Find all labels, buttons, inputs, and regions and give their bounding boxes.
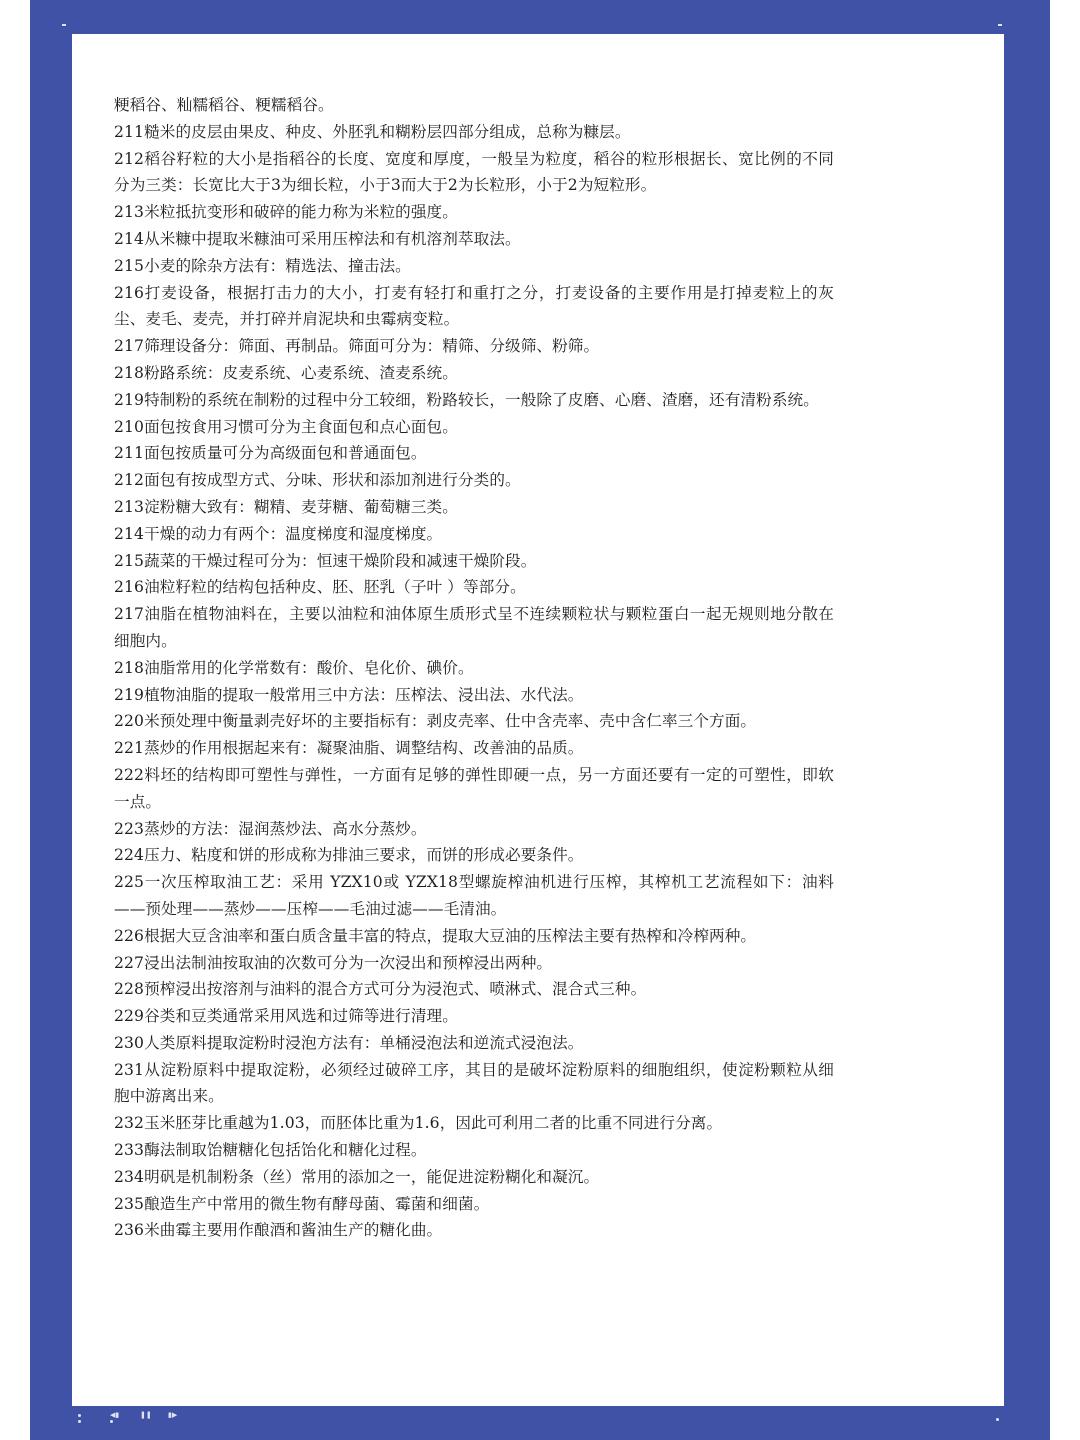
text-line: 219植物油脂的提取一般常用三中方法：压榨法、浸出法、水代法。	[114, 685, 584, 704]
next-page-icon[interactable]: ▮▶	[168, 1411, 178, 1419]
text-line: 213淀粉糖大致有：糊精、麦芽糖、葡萄糖三类。	[114, 497, 458, 516]
text-line: 210面包按食用习惯可分为主食面包和点心面包。	[114, 417, 458, 436]
text-line: 221蒸炒的作用根据起来有：凝聚油脂、调整结构、改善油的品质。	[114, 739, 584, 758]
text-line: 219特制粉的系统在制粉的过程中分工较细，粉路较长，一般除了皮磨、心磨、渣磨，还有清粉系统。	[114, 390, 819, 409]
text-line: 225一次压榨取油工艺：采用 YZX10或 YZX18型螺旋榨油机进行压榨，其榨机工艺流程如下：油料——预处理——蒸炒——压榨——毛油过滤——毛清油。	[114, 873, 834, 918]
text-line: 218油脂常用的化学常数有：酸价、皂化价、碘价。	[114, 658, 474, 677]
text-line: 218粉路系统：皮麦系统、心麦系统、渣麦系统。	[114, 363, 458, 382]
text-line: 215小麦的除杂方法有：精选法、撞击法。	[114, 256, 411, 275]
text-line: 228预榨浸出按溶剂与油料的混合方式可分为浸泡式、喷淋式、混合式三种。	[114, 980, 647, 999]
text-line: 232玉米胚芽比重越为1.03，而胚体比重为1.6，因此可利用二者的比重不同进行分离。	[114, 1114, 723, 1133]
text-line: 212稻谷籽粒的大小是指稻谷的长度、宽度和厚度，一般呈为粒度，稻谷的粒形根据长、宽比例的不同分为三类：长宽比大于3为细长粒，小于3而大于2为长粒形，小于2为短粒形。	[114, 149, 834, 195]
text-line: 214干燥的动力有两个：温度梯度和湿度梯度。	[114, 524, 443, 543]
previous-page-icon[interactable]: ◀▮	[110, 1411, 120, 1419]
indicator-dot-icon	[996, 1418, 999, 1421]
text-line: 217油脂在植物油料在，主要以油粒和油体原生质形式呈不连续颗粒状与颗粒蛋白一起无规则地分散在细胞内。	[114, 605, 834, 650]
frame-corner-mark	[62, 24, 66, 26]
text-line: 213米粒抵抗变形和破碎的能力称为米粒的强度。	[114, 203, 458, 222]
bottom-control-bar	[72, 1406, 1004, 1440]
text-line: 粳稻谷、籼糯稻谷、粳糯稻谷。	[114, 96, 334, 114]
text-line: 216油粒籽粒的结构包括种皮、胚、胚乳（子叶 ）等部分。	[114, 578, 526, 597]
text-line: 212面包有按成型方式、分味、形状和添加剂进行分类的。	[114, 471, 521, 490]
text-line: 226根据大豆含油率和蛋白质含量丰富的特点，提取大豆油的压榨法主要有热榨和冷榨两种。	[114, 926, 757, 945]
text-line: 229谷类和豆类通常采用风选和过筛等进行清理。	[114, 1007, 458, 1026]
text-line: 230人类原料提取淀粉时浸泡方法有：单桶浸泡法和逆流式浸泡法。	[114, 1033, 584, 1052]
text-line: 214从米糠中提取米糠油可采用压榨法和有机溶剂萃取法。	[114, 229, 521, 248]
indicator-dot-icon	[78, 1414, 81, 1417]
text-line: 216打麦设备，根据打击力的大小，打麦有轻打和重打之分，打麦设备的主要作用是打掉麦粒上的灰尘、麦毛、麦壳，并打碎并肩泥块和虫霉病变粒。	[114, 283, 834, 329]
text-line: 224压力、粘度和饼的形成称为排油三要求，而饼的形成必要条件。	[114, 846, 584, 865]
text-line: 223蒸炒的方法：湿润蒸炒法、高水分蒸炒。	[114, 819, 427, 838]
text-line: 222料坯的结构即可塑性与弹性，一方面有足够的弹性即硬一点，另一方面还要有一定的可塑性，即软一点。	[114, 765, 834, 811]
pause-icon[interactable]: ❚❚	[140, 1411, 152, 1419]
text-line: 231从淀粉原料中提取淀粉，必须经过破碎工序，其目的是破坏淀粉原料的细胞组织，使淀粉颗粒从细胞中游离出来。	[114, 1060, 834, 1106]
text-line: 211糙米的皮层由果皮、种皮、外胚乳和糊粉层四部分组成，总称为糠层。	[114, 122, 631, 141]
frame-corner-mark	[998, 24, 1002, 26]
text-line: 217筛理设备分：筛面、再制品。筛面可分为：精筛、分级筛、粉筛。	[114, 337, 600, 356]
text-line: 215蔬菜的干燥过程可分为：恒速干燥阶段和减速干燥阶段。	[114, 551, 537, 570]
text-line: 211面包按质量可分为高级面包和普通面包。	[114, 444, 427, 463]
indicator-dot-icon	[110, 1420, 113, 1423]
text-line: 235酿造生产中常用的微生物有酵母菌、霉菌和细菌。	[114, 1194, 490, 1213]
text-line: 227浸出法制油按取油的次数可分为一次浸出和预榨浸出两种。	[114, 953, 553, 972]
text-line: 236米曲霉主要用作酿酒和酱油生产的糖化曲。	[114, 1221, 443, 1240]
text-line: 220米预处理中衡量剥壳好坏的主要指标有：剥皮壳率、仕中含壳率、壳中含仁率三个方面。	[114, 712, 757, 731]
document-body	[114, 92, 834, 1244]
text-line: 233酶法制取饴糖糖化包括饴化和糖化过程。	[114, 1141, 427, 1160]
indicator-dot-icon	[78, 1420, 81, 1423]
text-line: 234明矾是机制粉条（丝）常用的添加之一，能促进淀粉糊化和凝沉。	[114, 1167, 600, 1186]
